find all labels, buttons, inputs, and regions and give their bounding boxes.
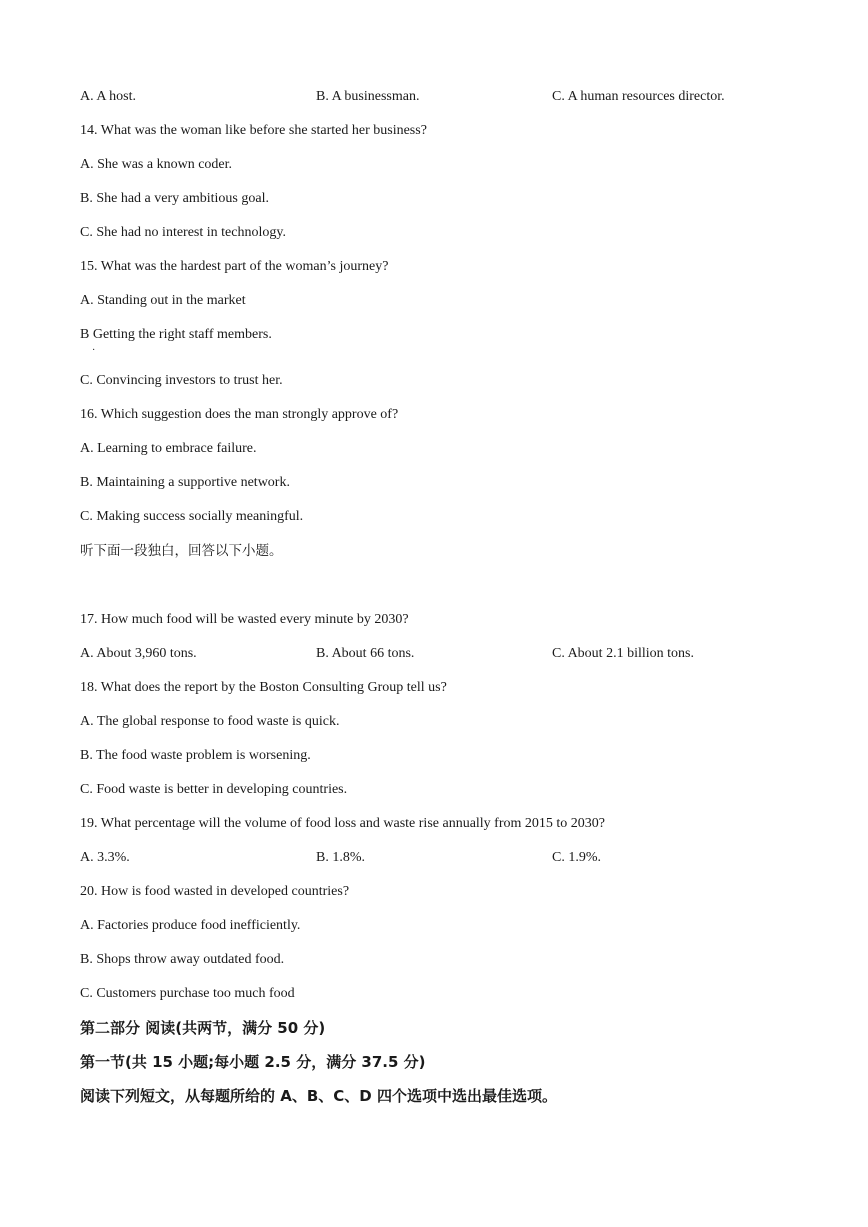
part-title: 第二部分 阅读(共两节，满分 50 分) [80, 1019, 326, 1037]
q17-options [80, 645, 800, 663]
stray-dot-mark: · [92, 345, 96, 356]
q18-option-c: C. Food waste is better in developing countries. [80, 782, 348, 797]
q18-question: 18. What does the report by the Boston Consulting Group tell us? [80, 680, 447, 695]
q14-option-b: B. She had a very ambitious goal. [80, 191, 269, 206]
reading-instruction: 阅读下列短文，从每题所给的 A、B、C、D 四个选项中选出最佳选项。 [80, 1087, 557, 1105]
monologue-instruction: 听下面一段独白，回答以下小题。 [80, 543, 283, 559]
q13-option-c: C. A human resources director. [552, 89, 725, 104]
q16-option-b: B. Maintaining a supportive network. [80, 475, 290, 490]
q19-options [80, 849, 800, 867]
q15-option-a: A. Standing out in the market [80, 293, 246, 308]
q13-option-b: B. A businessman. [316, 89, 420, 104]
q13-options [80, 88, 800, 106]
q16-option-c: C. Making success socially meaningful. [80, 509, 304, 524]
q15-option-b: B Getting the right staff members. [80, 327, 272, 342]
q14-option-a: A. She was a known coder. [80, 157, 233, 172]
q13-option-a: A. A host. [80, 89, 137, 104]
q17-option-c: C. About 2.1 billion tons. [552, 646, 694, 661]
q17-option-b: B. About 66 tons. [316, 646, 415, 661]
q15-option-c: C. Convincing investors to trust her. [80, 373, 283, 388]
q19-option-a: A. 3.3%. [80, 850, 130, 865]
q16-question: 16. Which suggestion does the man strongly approve of? [80, 407, 399, 422]
q17-question: 17. How much food will be wasted every minute by 2030? [80, 612, 409, 627]
q19-option-b: B. 1.8%. [316, 850, 365, 865]
q14-question: 14. What was the woman like before she started her business? [80, 123, 427, 138]
q19-option-c: C. 1.9%. [552, 850, 601, 865]
q20-option-b: B. Shops throw away outdated food. [80, 952, 285, 967]
q20-option-c: C. Customers purchase too much food [80, 986, 295, 1001]
q20-option-a: A. Factories produce food inefficiently. [80, 918, 301, 933]
q14-option-c: C. She had no interest in technology. [80, 225, 286, 240]
q18-option-b: B. The food waste problem is worsening. [80, 748, 311, 763]
q18-option-a: A. The global response to food waste is quick. [80, 714, 340, 729]
q17-option-a: A. About 3,960 tons. [80, 646, 197, 661]
q16-option-a: A. Learning to embrace failure. [80, 441, 257, 456]
q20-question: 20. How is food wasted in developed countries? [80, 884, 350, 899]
subsection-title: 第一节(共 15 小题;每小题 2.5 分，满分 37.5 分) [80, 1053, 426, 1071]
q15-question: 15. What was the hardest part of the woman’s journey? [80, 259, 389, 274]
q19-question: 19. What percentage will the volume of food loss and waste rise annually from 2015 to 2030? [80, 816, 605, 831]
